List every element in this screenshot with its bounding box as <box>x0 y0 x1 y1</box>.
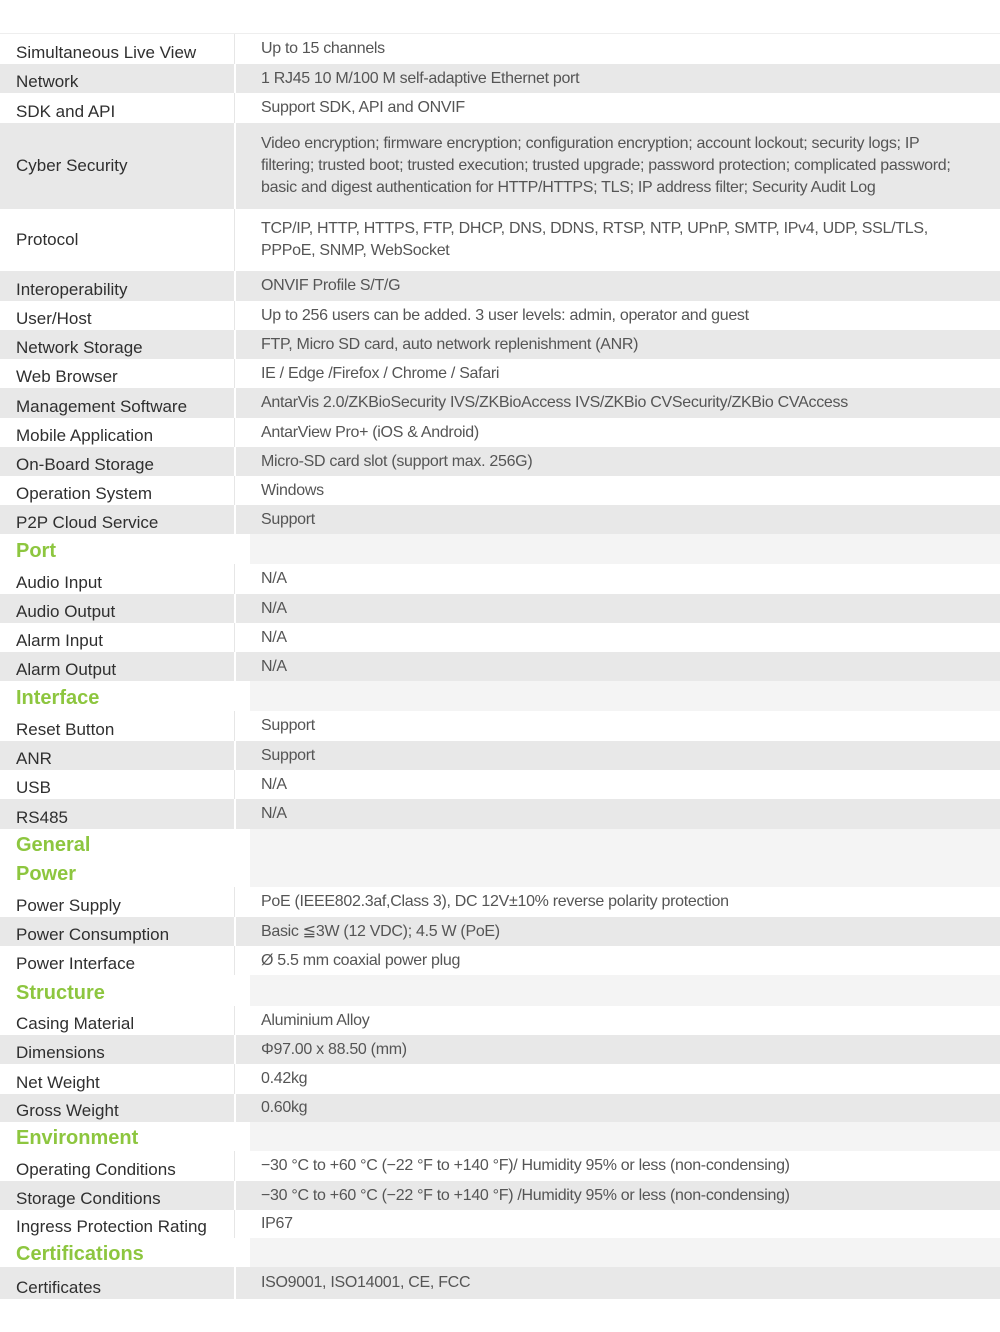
column-divider <box>234 1035 236 1064</box>
spec-value: Support <box>261 717 315 734</box>
spec-value: Up to 256 users can be added. 3 user levels: admin, operator and guest <box>261 306 749 324</box>
section-header-interface <box>0 681 1000 711</box>
spec-label: Mobile Application <box>16 426 154 445</box>
column-divider <box>234 64 236 93</box>
spec-row <box>0 799 1000 829</box>
spec-label: SDK and API <box>16 102 116 121</box>
spec-label: P2P Cloud Service <box>16 513 159 532</box>
spec-row <box>0 64 1000 93</box>
spec-label: Gross Weight <box>16 1101 119 1120</box>
spec-value: N/A <box>261 599 287 617</box>
column-divider <box>234 799 236 829</box>
spec-value: 0.60kg <box>261 1099 308 1116</box>
spec-label: Operating Conditions <box>16 1160 176 1179</box>
spec-label: Alarm Output <box>16 660 117 679</box>
spec-value: Video encryption; firmware encryption; configuration encryption; account lockout; security logs; IP filtering; trusted boot; trusted execution; trusted upgrade; password protection; complicated password; basic and digest authentication for HTTP/HTTPS; TLS; IP address filter; Security Audit Log <box>261 135 951 196</box>
spec-row <box>0 711 1000 741</box>
spec-row <box>0 476 1000 505</box>
spec-label: ANR <box>16 749 52 768</box>
column-divider <box>234 770 235 799</box>
spec-row <box>0 770 1000 799</box>
spec-value: Up to 15 channels <box>261 40 385 57</box>
section-title: Structure <box>16 982 105 1004</box>
spec-value: ONVIF Profile S/T/G <box>261 277 401 294</box>
spec-row <box>0 1006 1000 1035</box>
column-divider <box>234 623 235 652</box>
spec-value: Support SDK, API and ONVIF <box>261 99 465 116</box>
column-divider <box>234 1094 236 1122</box>
column-divider <box>234 1267 236 1299</box>
spec-value: N/A <box>261 570 287 587</box>
column-divider <box>234 123 236 209</box>
column-divider <box>234 418 235 447</box>
spec-value: ISO9001, ISO14001, CE, FCC <box>261 1274 471 1291</box>
column-divider <box>234 594 236 623</box>
spec-label: Power Consumption <box>16 925 170 944</box>
spec-label: User/Host <box>16 309 92 328</box>
column-divider <box>234 34 235 64</box>
spec-value: AntarView Pro+ (iOS & Android) <box>261 423 479 441</box>
spec-row <box>0 594 1000 623</box>
spec-label: USB <box>16 778 51 797</box>
section-header-general <box>0 829 1000 858</box>
spec-label: Web Browser <box>16 367 118 386</box>
spec-value: IP67 <box>261 1215 293 1232</box>
spec-row <box>0 418 1000 447</box>
spec-value: Φ97.00 x 88.50 (mm) <box>261 1040 407 1058</box>
spec-value: PoE (IEEE802.3af,Class 3), DC 12V±10% reverse polarity protection <box>261 893 729 910</box>
spec-value: N/A <box>261 657 287 675</box>
column-divider <box>234 1210 235 1238</box>
spec-label: Operation System <box>16 484 153 503</box>
spec-row <box>0 34 1000 64</box>
spec-value: IE / Edge /Firefox / Chrome / Safari <box>261 364 500 382</box>
spec-value: FTP, Micro SD card, auto network replenishment (ANR) <box>261 335 639 353</box>
column-divider <box>234 271 236 301</box>
spec-value: TCP/IP, HTTP, HTTPS, FTP, DHCP, DNS, DDNS, RTSP, NTP, UPnP, SMTP, IPv4, UDP, SSL/TLS, PPPoE, SNMP, WebSocket <box>261 220 928 259</box>
spec-value: −30 °C to +60 °C (−22 °F to +140 °F)/ Humidity 95% or less (non-condensing) <box>261 1157 790 1174</box>
spec-row <box>0 1035 1000 1064</box>
section-fill <box>250 681 1000 711</box>
section-fill <box>250 975 1000 1006</box>
spec-value: 0.42kg <box>261 1070 308 1087</box>
column-divider <box>234 711 235 741</box>
spec-row <box>0 623 1000 652</box>
section-title: Certifications <box>16 1243 144 1265</box>
section-fill <box>250 1238 1000 1267</box>
column-divider <box>234 946 235 975</box>
spec-label: Audio Output <box>16 602 116 621</box>
spec-label: Reset Button <box>16 720 115 739</box>
spec-label: Network Storage <box>16 338 143 357</box>
section-fill <box>250 534 1000 564</box>
column-divider <box>234 209 235 271</box>
spec-label: Network <box>16 72 79 91</box>
spec-label: Ingress Protection Rating <box>16 1217 207 1236</box>
column-divider <box>234 564 235 594</box>
spec-label: Power Interface <box>16 954 136 973</box>
spec-value: N/A <box>261 628 287 646</box>
column-divider <box>234 505 236 534</box>
spec-label: Casing Material <box>16 1014 135 1033</box>
spec-label: Certificates <box>16 1278 102 1297</box>
spec-value: Support <box>261 510 315 528</box>
column-divider <box>234 330 236 359</box>
column-divider <box>234 1181 236 1210</box>
spec-value: Micro-SD card slot (support max. 256G) <box>261 452 533 470</box>
spec-row <box>0 564 1000 594</box>
spec-row <box>0 946 1000 975</box>
column-divider <box>234 476 235 505</box>
spec-label: Storage Conditions <box>16 1189 161 1208</box>
spec-label: Protocol <box>16 230 79 249</box>
section-title: Environment <box>16 1127 139 1149</box>
column-divider <box>234 652 236 681</box>
column-divider <box>234 917 236 946</box>
spec-value: Ø 5.5 mm coaxial power plug <box>261 951 461 969</box>
spec-value: N/A <box>261 775 287 793</box>
spec-row <box>0 1210 1000 1238</box>
spec-row <box>0 123 1000 209</box>
spec-label: Audio Input <box>16 573 103 592</box>
section-fill <box>250 858 1000 887</box>
section-header-environment <box>0 1122 1000 1151</box>
spec-value: N/A <box>261 805 287 822</box>
spec-label: RS485 <box>16 808 68 827</box>
column-divider <box>234 887 235 917</box>
section-fill <box>250 1122 1000 1151</box>
spec-label: Dimensions <box>16 1043 105 1062</box>
spec-row <box>0 652 1000 681</box>
section-header-certifications <box>0 1238 1000 1267</box>
spec-row <box>0 271 1000 301</box>
spec-label: On-Board Storage <box>16 455 154 474</box>
spec-row <box>0 1181 1000 1210</box>
spec-row <box>0 388 1000 418</box>
spec-value: 1 RJ45 10 M/100 M self-adaptive Ethernet port <box>261 69 580 87</box>
spec-label: Net Weight <box>16 1073 100 1092</box>
spec-row <box>0 301 1000 330</box>
spec-label: Alarm Input <box>16 631 103 650</box>
spec-value: Basic ≦3W (12 VDC); 4.5 W (PoE) <box>261 922 500 940</box>
spec-row <box>0 917 1000 946</box>
section-header-structure <box>0 975 1000 1006</box>
spec-value: AntarVis 2.0/ZKBioSecurity IVS/ZKBioAccess IVS/ZKBio CVSecurity/ZKBio CVAccess <box>261 394 848 411</box>
spec-label: Management Software <box>16 397 188 416</box>
spec-label: Power Supply <box>16 896 121 915</box>
column-divider <box>234 741 236 770</box>
section-header-power <box>0 858 1000 887</box>
spec-row <box>0 505 1000 534</box>
column-divider <box>234 388 236 418</box>
section-title: Port <box>16 540 56 562</box>
spec-label: Cyber Security <box>16 156 128 175</box>
spec-value: Windows <box>261 481 324 499</box>
spec-label: Simultaneous Live View <box>16 43 197 62</box>
column-divider <box>234 1064 235 1094</box>
spec-row <box>0 1094 1000 1122</box>
section-fill <box>250 829 1000 858</box>
spec-row <box>0 1267 1000 1299</box>
spec-row <box>0 209 1000 271</box>
section-header-port <box>0 534 1000 564</box>
section-title: Power <box>16 863 77 885</box>
spec-row <box>0 741 1000 770</box>
column-divider <box>234 93 235 123</box>
spec-row <box>0 447 1000 476</box>
spec-row <box>0 1064 1000 1094</box>
spec-value: Support <box>261 746 315 764</box>
column-divider <box>234 447 236 476</box>
column-divider <box>234 1151 235 1181</box>
spec-value: Aluminium Alloy <box>261 1011 370 1029</box>
spec-row <box>0 93 1000 123</box>
section-title: General <box>16 834 91 856</box>
column-divider <box>234 359 235 388</box>
column-divider <box>234 1006 235 1035</box>
spec-row <box>0 887 1000 917</box>
spec-row <box>0 330 1000 359</box>
column-divider <box>234 301 235 330</box>
spec-label: Interoperability <box>16 280 128 299</box>
spec-value: −30 °C to +60 °C (−22 °F to +140 °F) /Humidity 95% or less (non-condensing) <box>261 1186 790 1204</box>
spec-row <box>0 1151 1000 1181</box>
spec-row <box>0 359 1000 388</box>
section-title: Interface <box>16 687 100 709</box>
